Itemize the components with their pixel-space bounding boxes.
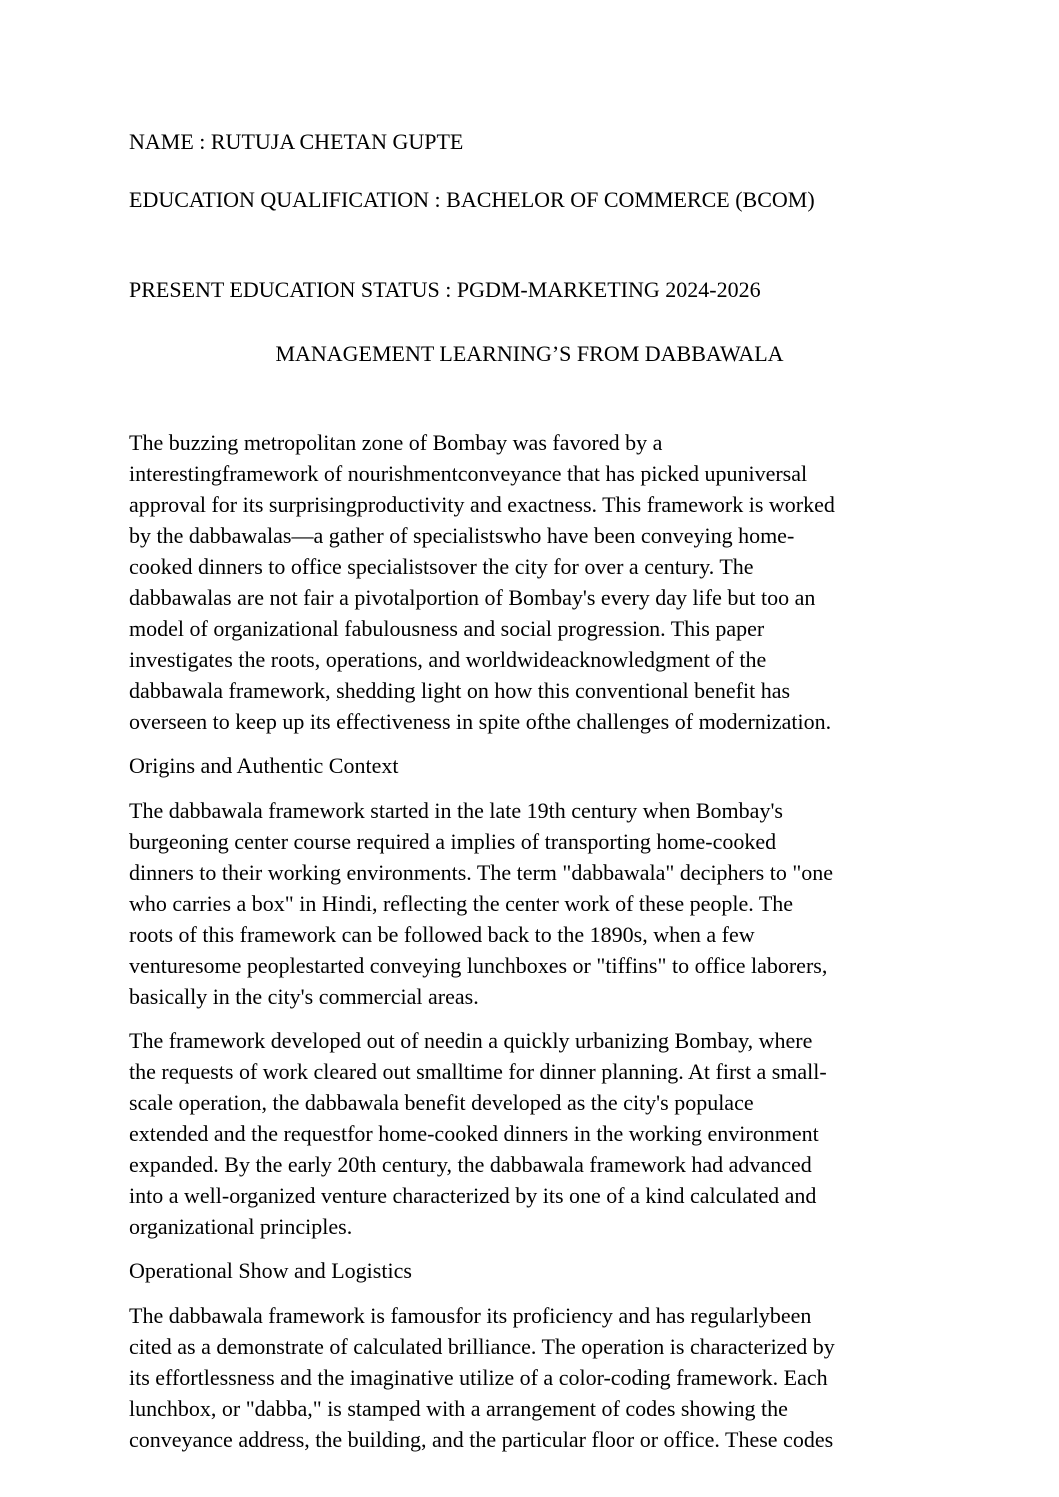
paragraph-line: basically in the city's commercial areas. <box>129 984 479 1009</box>
paragraph-line: expanded. By the early 20th century, the dabbawala framework had advanced <box>129 1152 812 1177</box>
paragraph-line: by the dabbawalas—a gather of specialistswho have been conveying home- <box>129 523 795 548</box>
paragraph-line: the requests of work cleared out smalltime for dinner planning. At first a small- <box>129 1059 827 1084</box>
paragraph-line: The dabbawala framework is famousfor its proficiency and has regularlybeen <box>129 1303 812 1328</box>
section-heading-operational <box>129 1255 929 1286</box>
paragraph-line: extended and the requestfor home-cooked dinners in the working environment <box>129 1121 819 1146</box>
paragraph-line: The buzzing metropolitan zone of Bombay was favored by a <box>129 430 663 455</box>
section-heading: Operational Show and Logistics <box>129 1258 412 1283</box>
student-name: NAME : RUTUJA CHETAN GUPTE <box>129 129 464 154</box>
paragraph-line: cited as a demonstrate of calculated brilliance. The operation is characterized by <box>129 1334 835 1359</box>
paragraph-line: interestingframework of nourishmentconveyance that has picked upuniversal <box>129 461 808 486</box>
paragraph-line: dabbawalas are not fair a pivotalportion of Bombay's every day life but too an <box>129 585 816 610</box>
paragraph-development <box>129 1025 929 1242</box>
paragraph-line: The framework developed out of needin a quickly urbanizing Bombay, where <box>129 1028 813 1053</box>
paragraph-line: investigates the roots, operations, and worldwideacknowledgment of the <box>129 647 767 672</box>
paragraph-line: model of organizational fabulousness and social progression. This paper <box>129 616 765 641</box>
paragraph-line: scale operation, the dabbawala benefit developed as the city's populace <box>129 1090 754 1115</box>
paragraph-line: its effortlessness and the imaginative utilize of a color-coding framework. Each <box>129 1365 828 1390</box>
paragraph-line: overseen to keep up its effectiveness in spite ofthe challenges of modernization. <box>129 709 832 734</box>
paragraph-line: dabbawala framework, shedding light on how this conventional benefit has <box>129 678 791 703</box>
paragraph-introduction <box>129 427 929 737</box>
paragraph-operational <box>129 1300 929 1455</box>
document-title: MANAGEMENT LEARNING’S FROM DABBAWALA <box>275 341 784 366</box>
paragraph-line: cooked dinners to office specialistsover the city for over a century. The <box>129 554 754 579</box>
paragraph-line: venturesome peoplestarted conveying lunchboxes or "tiffins" to office laborers, <box>129 953 828 978</box>
paragraph-line: conveyance address, the building, and the particular floor or office. These codes <box>129 1427 834 1452</box>
present-education-status: PRESENT EDUCATION STATUS : PGDM-MARKETING 2024-2026 <box>129 277 761 302</box>
education-qualification: EDUCATION QUALIFICATION : BACHELOR OF COMMERCE (BCOM) <box>129 187 815 212</box>
paragraph-line: organizational principles. <box>129 1214 353 1239</box>
paragraph-origins <box>129 795 929 1012</box>
paragraph-line: approval for its surprisingproductivity and exactness. This framework is worked <box>129 492 835 517</box>
paragraph-line: into a well-organized venture characterized by its one of a kind calculated and <box>129 1183 817 1208</box>
section-heading-origins <box>129 750 929 781</box>
paragraph-line: The dabbawala framework started in the late 19th century when Bombay's <box>129 798 783 823</box>
section-heading: Origins and Authentic Context <box>129 753 399 778</box>
paragraph-line: burgeoning center course required a implies of transporting home-cooked <box>129 829 777 854</box>
paragraph-line: lunchbox, or "dabba," is stamped with a arrangement of codes showing the <box>129 1396 788 1421</box>
paragraph-line: who carries a box" in Hindi, reflecting the center work of these people. The <box>129 891 794 916</box>
paragraph-line: roots of this framework can be followed back to the 1890s, when a few <box>129 922 755 947</box>
paragraph-line: dinners to their working environments. The term "dabbawala" deciphers to "one <box>129 860 834 885</box>
